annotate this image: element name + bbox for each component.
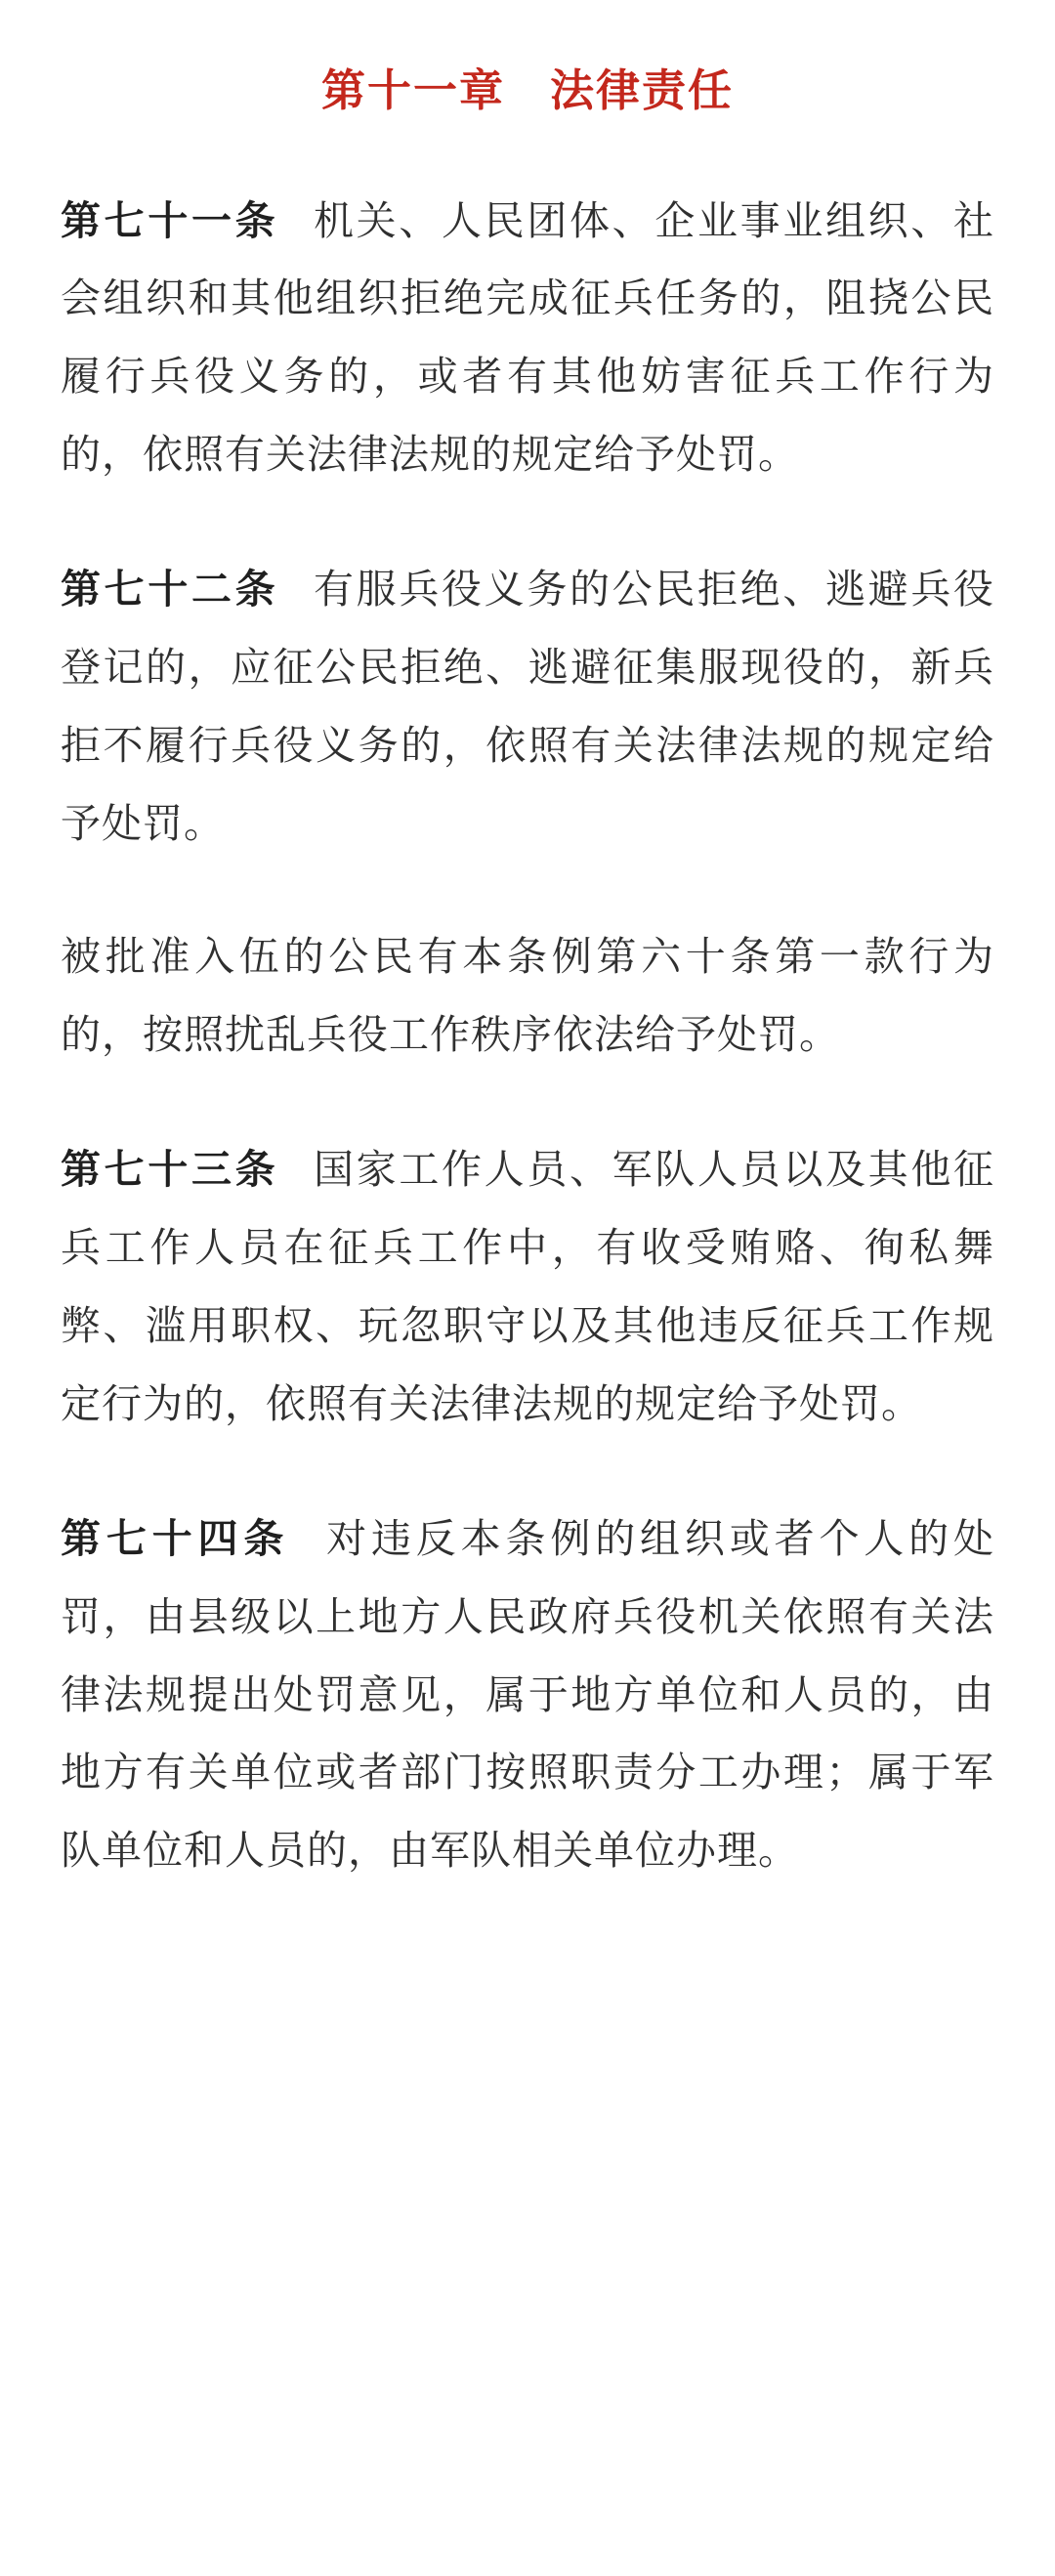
chapter-number: 第十一章 <box>320 65 505 115</box>
article-72-label: 第七十二条 <box>61 567 279 612</box>
article-71-label: 第七十一条 <box>61 197 279 243</box>
article-74 <box>61 1500 994 1891</box>
article-71 <box>61 183 994 495</box>
article-73-text-1: 国家工作人员、军队人员以及其他征兵工作人员在征兵工作中，有收受贿赂、徇私舞弊、滥用职权、玩忽职守以及其他违反征兵工作规定行为的，依照有关法律法规的规定给予处罚。 <box>61 1146 995 1426</box>
article-71-text-1: 机关、人民团体、企业事业组织、社会组织和其他组织拒绝完成征兵任务的，阻挠公民履行兵役义务的，或者有其他妨害征兵工作行为的，依照有关法律法规的规定给予处罚。 <box>61 197 995 478</box>
article-72-paragraph-2: 被批准入伍的公民有本条例第六十条第一款行为的，按照扰乱兵役工作秩序依法给予处罚。 <box>61 934 994 1057</box>
article-73-label: 第七十三条 <box>61 1146 279 1192</box>
chapter-name: 法律责任 <box>550 65 735 115</box>
chapter-heading <box>61 63 994 120</box>
article-74-paragraph-1 <box>61 1500 994 1891</box>
article-74-text-1: 对违反本条例的组织或者个人的处罚，由县级以上地方人民政府兵役机关依照有关法律法规提出处罚意见，属于地方单位和人员的，由地方有关单位或者部门按照职责分工办理；属于军队单位和人员的，由军队相关单位办理。 <box>61 1515 994 1874</box>
article-73 <box>61 1131 994 1444</box>
article-72-text-1: 有服兵役义务的公民拒绝、逃避兵役登记的，应征公民拒绝、逃避征集服现役的，新兵拒不履行兵役义务的，依照有关法律法规的规定给予处罚。 <box>61 567 995 847</box>
article-72 <box>61 551 994 1075</box>
article-74-label: 第七十四条 <box>61 1515 290 1561</box>
article-72-paragraph-1 <box>61 551 994 864</box>
article-73-paragraph-1 <box>61 1131 994 1444</box>
article-71-paragraph-1 <box>61 183 994 495</box>
